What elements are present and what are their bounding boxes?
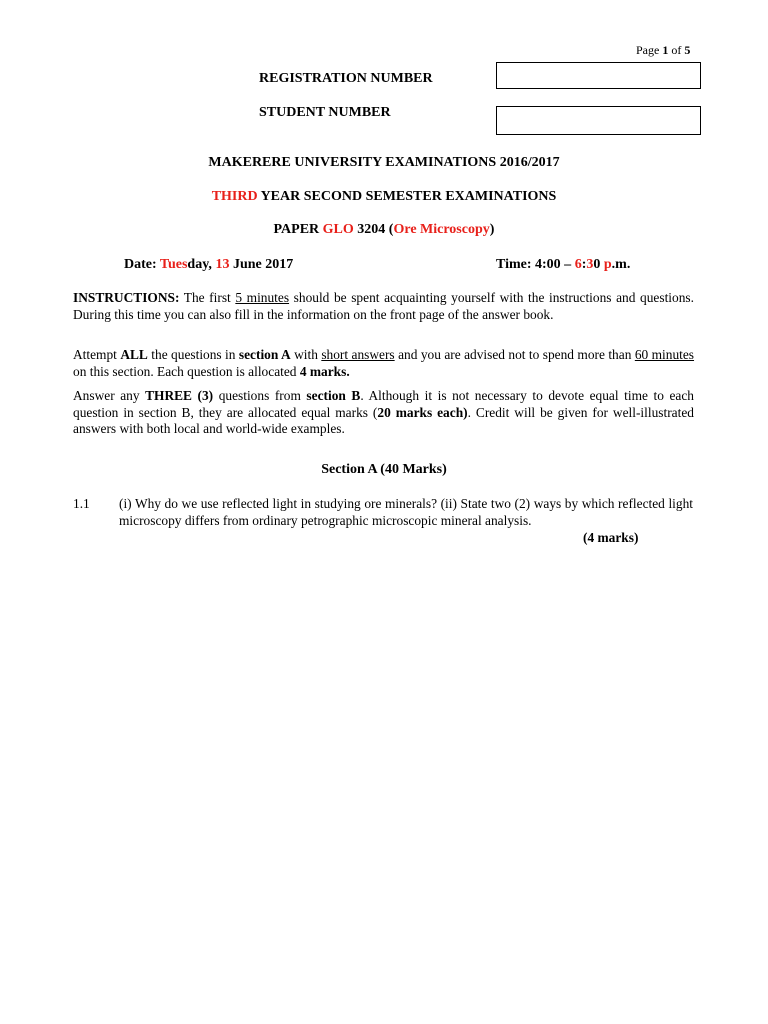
paper-prefix: PAPER <box>273 222 323 237</box>
paper-number: 3204 ( <box>353 222 394 237</box>
page-prefix: Page <box>636 43 663 57</box>
instructions-5-minutes: 5 minutes <box>235 290 290 305</box>
date-label: Date: <box>124 257 160 272</box>
time-pm-rest: .m. <box>611 257 631 272</box>
date-line <box>124 257 293 273</box>
year-rest: YEAR SECOND SEMESTER EXAMINATIONS <box>257 189 557 204</box>
section-a-title: Section A (40 Marks) <box>321 462 447 477</box>
year-red: THIRD <box>211 189 258 204</box>
instructions-20-marks: 20 marks each) <box>377 404 468 420</box>
page-total: 5 <box>684 43 691 57</box>
time-pm-red: p <box>603 257 612 272</box>
date-day-red: Tues <box>159 257 188 272</box>
registration-number-box[interactable] <box>496 62 701 89</box>
instructions-text: should be spent acquainting yourself with the instructions and questions. During this time you can also fill in the information on the front page of the answer book. <box>73 290 694 322</box>
paper-line <box>0 222 768 238</box>
instructions-text: . Although it is not necessary to devote equal time to each question in section B, they are allocated equal marks ( <box>73 388 694 420</box>
page-indicator <box>636 43 690 58</box>
instructions-all: ALL <box>120 347 148 362</box>
instructions-text: on this section. Each question is allocated <box>73 363 300 379</box>
registration-number-label: REGISTRATION NUMBER <box>259 71 433 86</box>
paper-code: GLO <box>322 222 354 237</box>
instructions-text: questions from <box>213 388 307 403</box>
instructions-text: The first <box>179 290 236 305</box>
student-number-box[interactable] <box>496 106 701 135</box>
instructions-text: the questions in <box>147 347 239 362</box>
instructions-text: Answer any <box>73 388 146 403</box>
instructions-60-minutes: 60 minutes <box>634 347 695 362</box>
instructions-paragraph-3 <box>73 388 694 438</box>
question-text: (i) Why do we use reflected light in studying ore minerals? (ii) State two (2) ways by which reflected light microscopy differs from ordinary petrographic microscopic mineral analysis. <box>119 496 693 528</box>
paper-title: Ore Microscopy <box>393 222 490 237</box>
instructions-label: INSTRUCTIONS: <box>73 290 180 305</box>
time-line <box>496 257 630 273</box>
university-line: MAKERERE UNIVERSITY EXAMINATIONS 2016/2017 <box>208 155 560 170</box>
instructions-paragraph-2 <box>73 347 694 380</box>
time-label: Time: 4:00 – <box>496 257 575 272</box>
question-number: 1.1 <box>73 496 90 511</box>
instructions-text: with <box>290 347 322 362</box>
year-line <box>0 189 768 205</box>
student-number-label: STUDENT NUMBER <box>259 105 391 120</box>
instructions-text: Attempt <box>73 347 121 362</box>
date-month-year: June 2017 <box>229 257 294 272</box>
time-end-2: 3 <box>586 257 594 272</box>
page-of: of <box>668 43 685 57</box>
instructions-section-b: section B <box>306 388 361 403</box>
instructions-three: THREE (3) <box>145 388 214 403</box>
time-zero: 0 <box>593 257 604 272</box>
instructions-text: and you are advised not to spend more than <box>394 347 635 362</box>
date-day-rest: day, <box>187 257 216 272</box>
instructions-4-marks: 4 marks. <box>299 363 350 379</box>
instructions-text: . Credit will be given for well-illustrated answers with both local and world-wide examples. <box>73 404 694 436</box>
instructions-section-a: section A <box>238 347 291 362</box>
date-num: 13 <box>215 257 230 272</box>
time-colon: : <box>581 257 587 272</box>
instructions-short-answers: short answers <box>321 347 395 362</box>
question-marks: (4 marks) <box>583 530 639 545</box>
paper-close: ) <box>489 222 495 237</box>
page-current: 1 <box>662 43 669 57</box>
time-end-1: 6 <box>574 257 582 272</box>
instructions-paragraph-1 <box>73 290 694 323</box>
